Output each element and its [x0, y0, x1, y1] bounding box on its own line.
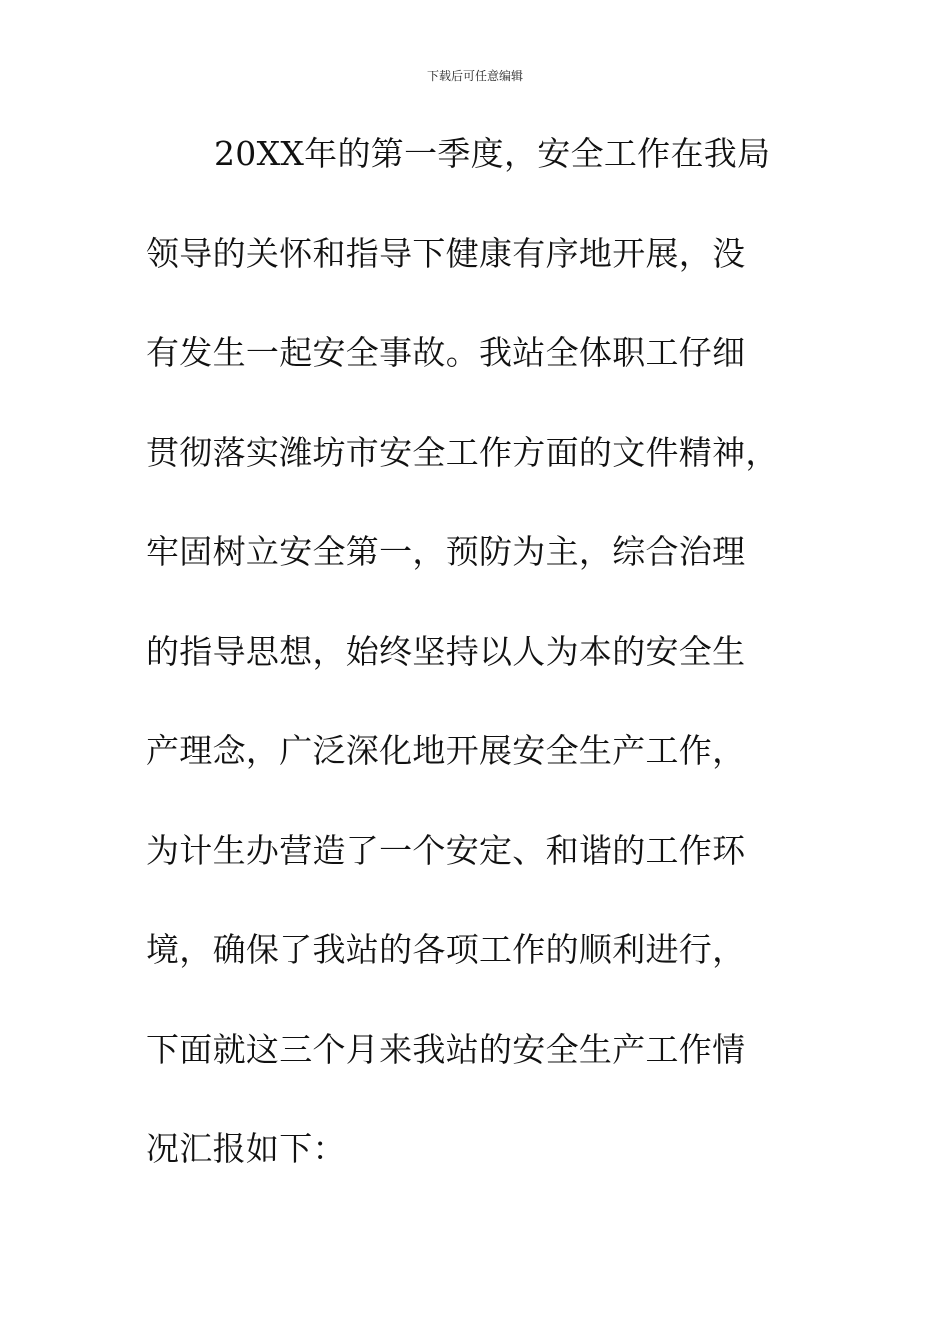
- paragraph-line: 为计生办营造了一个安定、和谐的工作环: [146, 830, 746, 870]
- paragraph-line: 领导的关怀和指导下健康有序地开展，没: [146, 233, 746, 273]
- paragraph-line: 下面就这三个月来我站的安全生产工作情: [146, 1029, 746, 1069]
- paragraph-line: 牢固树立安全第一，预防为主，综合治理: [146, 532, 746, 571]
- paragraph-line: 境，确保了我站的各项工作的顺利进行，: [146, 930, 746, 969]
- paragraph-line: 有发生一起安全事故。我站全体职工仔细: [146, 333, 746, 372]
- paragraph-line: 20XX年的第一季度，安全工作在我局: [214, 134, 771, 173]
- paragraph-line: 的指导思想，始终坚持以人为本的安全生: [146, 631, 746, 671]
- paragraph-line: 产理念，广泛深化地开展安全生产工作，: [146, 731, 746, 770]
- paragraph-line: 贯彻落实潍坊市安全工作方面的文件精神，: [146, 432, 779, 472]
- body-paragraph: [146, 128, 806, 1223]
- paragraph-line: 况汇报如下：: [146, 1129, 346, 1168]
- header-note: 下载后可任意编辑: [426, 69, 523, 83]
